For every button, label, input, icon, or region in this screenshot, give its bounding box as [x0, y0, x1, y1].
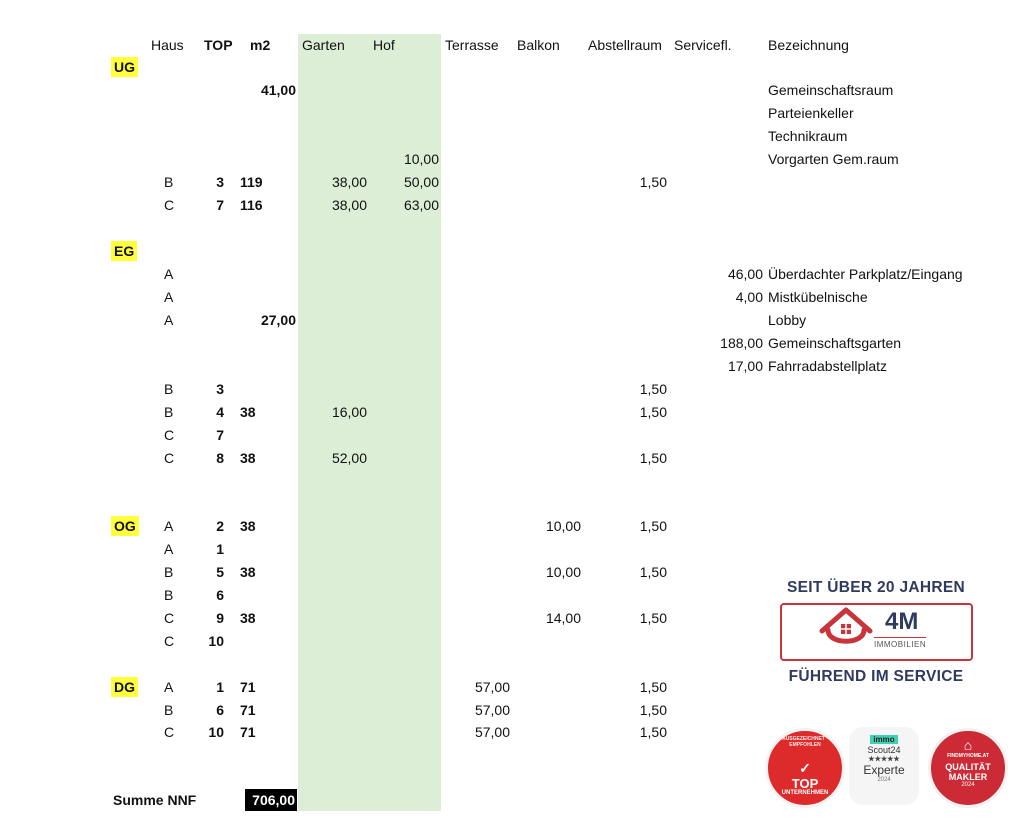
cell-m2: 38 [240, 610, 256, 626]
cell-haus: B [164, 587, 174, 603]
badge-qualitaet [928, 728, 1008, 808]
cell-hof: 63,00 [403, 197, 439, 213]
badge-q-line2: MAKLER [948, 772, 988, 782]
cell-top: 4 [216, 404, 224, 420]
cell-garten: 38,00 [331, 174, 367, 190]
cell-abst: 1,50 [639, 564, 667, 580]
cell-bez: Überdachter Parkplatz/Eingang [768, 266, 963, 282]
section-og: OG [111, 516, 139, 536]
header-hof: Hof [373, 37, 395, 53]
logo-tagline-bottom: FÜHREND IM SERVICE [788, 668, 964, 685]
cell-top: 10 [208, 633, 224, 649]
cell-top: 1 [216, 679, 224, 695]
cell-top: 8 [216, 450, 224, 466]
cell-m2: 116 [240, 197, 263, 213]
section-eg: EG [111, 241, 137, 261]
section-ug: UG [111, 57, 138, 77]
cell-top: 6 [216, 587, 224, 603]
cell-m2: 71 [240, 724, 256, 740]
cell-abst: 1,50 [639, 404, 667, 420]
badge-immo-name: Scout24 [867, 745, 901, 755]
cell-top: 7 [216, 197, 224, 213]
cell-haus: B [164, 564, 174, 580]
cell-m2: 38 [240, 404, 256, 420]
cell-bez: Lobby [768, 312, 807, 328]
checkmark-icon: ✓ [799, 760, 811, 776]
cell-top: 10 [208, 724, 224, 740]
house-c-icon: ⌂ [963, 737, 973, 753]
badge-immo-year: 2024 [877, 777, 891, 783]
header-bezeichnung: Bezeichnung [768, 37, 849, 53]
badge-top-unternehmen [765, 728, 845, 808]
cell-haus: C [164, 197, 175, 213]
cell-terr: 57,00 [474, 724, 510, 740]
header-top: TOP [204, 37, 233, 53]
cell-svc: 17,00 [727, 358, 763, 374]
badge-top-ring: AUSGEZEICHNET · EMPFOHLEN [782, 736, 828, 748]
cell-m2: 71 [240, 679, 256, 695]
cell-top: 3 [216, 174, 224, 190]
cell-bez: Gemeinschaftsgarten [768, 335, 902, 351]
cell-top: 6 [216, 702, 224, 718]
cell-m2: 38 [240, 450, 256, 466]
cell-haus: C [164, 610, 175, 626]
cell-bez: Technikraum [768, 128, 848, 144]
header-balkon: Balkon [517, 37, 560, 53]
badge-immo-label: Experte [863, 763, 905, 777]
cell-hof: 10,00 [403, 151, 439, 167]
badge-q-year: 2024 [961, 782, 975, 788]
cell-haus: B [164, 702, 174, 718]
cell-balkon: 10,00 [545, 564, 581, 580]
cell-garten: 16,00 [331, 404, 367, 420]
cell-terr: 57,00 [474, 679, 510, 695]
cell-top: 2 [216, 518, 224, 534]
logo-brand: 4M [885, 608, 919, 635]
cell-haus: A [164, 266, 174, 282]
cell-bez: Gemeinschaftsraum [768, 82, 894, 98]
cell-abst: 1,50 [639, 702, 667, 718]
cell-top: 5 [216, 564, 224, 580]
cell-m2: 71 [240, 702, 256, 718]
cell-haus: C [164, 633, 175, 649]
cell-haus: A [164, 541, 174, 557]
cell-svc: 188,00 [720, 335, 763, 351]
logo-brand-sub: IMMOBILIEN [874, 637, 926, 649]
cell-hof: 50,00 [403, 174, 439, 190]
cell-haus: A [164, 679, 174, 695]
header-haus: Haus [151, 37, 184, 53]
cell-top: 3 [216, 381, 224, 397]
cell-top: 7 [216, 427, 224, 443]
cell-haus: A [164, 289, 174, 305]
cell-top: 9 [216, 610, 224, 626]
cell-bez: Parteienkeller [768, 105, 854, 121]
badge-top-sub: UNTERNEHMEN [781, 790, 829, 796]
cell-m2: 27,00 [260, 312, 296, 328]
cell-abst: 1,50 [639, 610, 667, 626]
header-abstellraum: Abstellraum [588, 37, 662, 53]
cell-abst: 1,50 [639, 174, 667, 190]
cell-haus: B [164, 404, 174, 420]
cell-haus: C [164, 724, 175, 740]
badge-q-top: FINDMYHOME.AT [947, 753, 989, 759]
cell-balkon: 10,00 [545, 518, 581, 534]
cell-abst: 1,50 [639, 381, 667, 397]
header-garten: Garten [302, 37, 345, 53]
cell-svc: 4,00 [735, 289, 763, 305]
cell-m2: 41,00 [260, 82, 296, 98]
cell-top: 1 [216, 541, 224, 557]
cell-abst: 1,50 [639, 518, 667, 534]
cell-bez: Vorgarten Gem.raum [768, 151, 899, 167]
badge-top-title: TOP [791, 776, 819, 791]
cell-m2: 38 [240, 518, 256, 534]
cell-abst: 1,50 [639, 679, 667, 695]
cell-m2: 38 [240, 564, 256, 580]
cell-haus: A [164, 312, 174, 328]
cell-garten: 52,00 [331, 450, 367, 466]
cell-haus: C [164, 450, 175, 466]
header-terrasse: Terrasse [445, 37, 499, 53]
cell-terr: 57,00 [474, 702, 510, 718]
cell-balkon: 14,00 [545, 610, 581, 626]
badge-immoscout [849, 727, 919, 805]
header-servicefl: Servicefl. [674, 37, 732, 53]
badge-immo-stars: ★★★★★ [868, 756, 900, 763]
cell-abst: 1,50 [639, 450, 667, 466]
badge-q-line1: QUALITÄT [945, 762, 991, 772]
cell-m2: 119 [240, 174, 263, 190]
header-m2: m2 [250, 37, 271, 53]
house-icon [818, 605, 874, 651]
logo-box [780, 603, 973, 661]
summary-value: 706,00 [245, 789, 297, 811]
section-dg: DG [111, 677, 138, 697]
cell-bez: Mistkübelnische [768, 289, 868, 305]
cell-garten: 38,00 [331, 197, 367, 213]
cell-haus: C [164, 427, 175, 443]
cell-bez: Fahrradabstellplatz [768, 358, 888, 374]
badge-immo-top: immo [870, 735, 897, 744]
cell-haus: A [164, 518, 174, 534]
cell-haus: B [164, 381, 174, 397]
cell-svc: 46,00 [727, 266, 763, 282]
logo-tagline-top: SEIT ÜBER 20 JAHREN [787, 579, 965, 596]
summary-label: Summe NNF [113, 792, 197, 808]
cell-abst: 1,50 [639, 724, 667, 740]
cell-haus: B [164, 174, 174, 190]
